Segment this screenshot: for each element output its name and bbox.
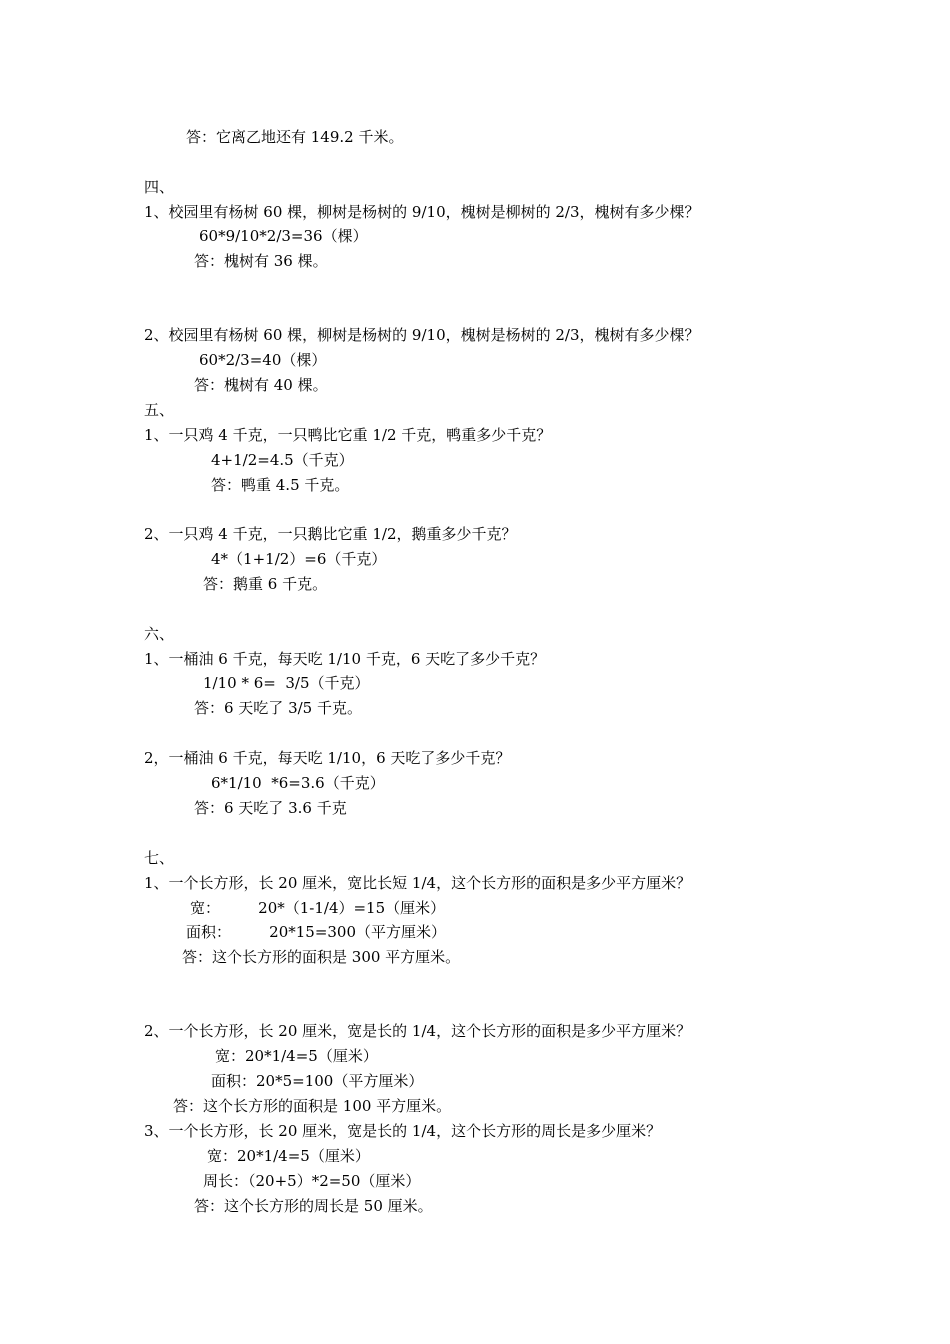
question-line: 2、一只鸡 4 千克，一只鹅比它重 1/2，鹅重多少千克？ <box>144 525 517 543</box>
answer-line: 答：这个长方形的周长是 50 厘米。 <box>194 1197 433 1215</box>
question-line: 1、一个长方形，长 20 厘米，宽比长短 1/4，这个长方形的面积是多少平方厘米？ <box>144 874 692 892</box>
equation-line: 宽：20*1/4=5（厘米） <box>215 1047 378 1065</box>
answer-line: 答：这个长方形的面积是 100 平方厘米。 <box>173 1097 452 1115</box>
answer-line: 答：这个长方形的面积是 300 平方厘米。 <box>182 948 461 966</box>
equation-line: 宽：20*1/4=5（厘米） <box>207 1147 370 1165</box>
question-line: 2、一个长方形，长 20 厘米，宽是长的 1/4，这个长方形的面积是多少平方厘米？ <box>144 1022 692 1040</box>
question-line: 1、校园里有杨树 60 棵，柳树是杨树的 9/10，槐树是柳树的 2/3，槐树有多少棵？ <box>144 203 700 221</box>
equation-line: 4*（1+1/2）=6（千克） <box>211 550 387 568</box>
question-line: 1、一桶油 6 千克，每天吃 1/10 千克，6 天吃了多少千克？ <box>144 650 546 668</box>
section-heading-7: 七、 <box>144 849 175 867</box>
section-heading-5: 五、 <box>144 401 175 419</box>
equation-line: 4+1/2=4.5（千克） <box>211 451 354 469</box>
question-line: 2、校园里有杨树 60 棵，柳树是杨树的 9/10，槐树是杨树的 2/3，槐树有多少棵？ <box>144 326 700 344</box>
equation-line: 周长：（20+5）*2=50（厘米） <box>203 1172 421 1190</box>
section-heading-6: 六、 <box>144 625 175 643</box>
equation-line: 60*9/10*2/3=36（棵） <box>199 227 368 245</box>
equation-line: 宽： 20*（1-1/4）=15（厘米） <box>190 899 446 917</box>
equation-line: 1/10 * 6= 3/5（千克） <box>203 674 370 692</box>
section-heading-4: 四、 <box>144 178 175 196</box>
answer-line: 答：6 天吃了 3/5 千克。 <box>194 699 362 717</box>
answer-line: 答：6 天吃了 3.6 千克 <box>194 799 347 817</box>
equation-line: 面积：20*5=100（平方厘米） <box>211 1072 424 1090</box>
answer-line: 答：它离乙地还有 149.2 千米。 <box>186 128 404 146</box>
question-line: 1、一只鸡 4 千克，一只鸭比它重 1/2 千克，鸭重多少千克？ <box>144 426 552 444</box>
equation-line: 60*2/3=40（棵） <box>199 351 327 369</box>
question-line: 2，一桶油 6 千克，每天吃 1/10，6 天吃了多少千克？ <box>144 749 511 767</box>
answer-line: 答：鸭重 4.5 千克。 <box>211 476 350 494</box>
equation-line: 6*1/10 *6=3.6（千克） <box>211 774 385 792</box>
answer-line: 答：鹅重 6 千克。 <box>203 575 328 593</box>
question-line: 3、一个长方形，长 20 厘米，宽是长的 1/4，这个长方形的周长是多少厘米？ <box>144 1122 662 1140</box>
answer-line: 答：槐树有 36 棵。 <box>194 252 328 270</box>
answer-line: 答：槐树有 40 棵。 <box>194 376 328 394</box>
equation-line: 面积： 20*15=300（平方厘米） <box>186 923 447 941</box>
